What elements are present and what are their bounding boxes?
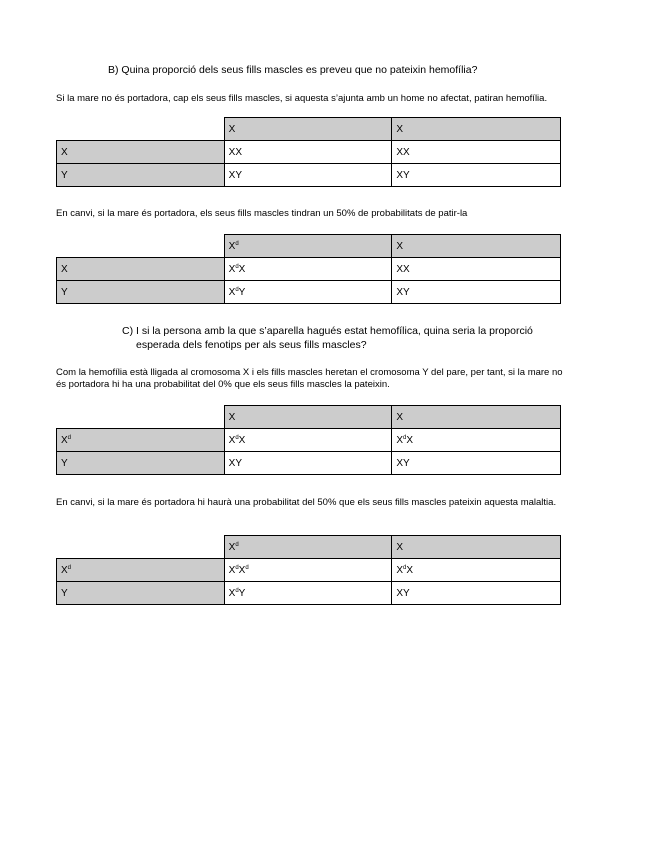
genotype-base: XY xyxy=(396,587,410,599)
table-header-row xyxy=(57,406,561,429)
punnett-table-4 xyxy=(56,535,561,605)
genotype-base: X xyxy=(61,434,68,446)
genotype-cell xyxy=(392,452,561,475)
row-allele-cell xyxy=(57,281,225,304)
empty-corner-cell xyxy=(57,235,225,258)
genotype-cell xyxy=(224,141,392,164)
genotype-cell xyxy=(392,258,561,281)
paragraph-c1: Com la hemofília està lligada al cromosoma X i els fills mascles heretan el cromosoma Y del pare, per tant, si la mare no és portadora hi ha una probabilitat del 0% que els seus fills mascles la pateixin. xyxy=(56,367,563,390)
header-allele-cell xyxy=(224,536,392,559)
genotype-cell xyxy=(224,164,392,187)
question-b: B) Quina proporció dels seus fills mascles es preveu que no pateixin hemofília? xyxy=(108,64,478,76)
genotype-base: X xyxy=(228,587,236,599)
genotype-base: X xyxy=(396,411,403,423)
empty-corner-cell xyxy=(57,118,225,141)
genotype-base: X xyxy=(396,564,403,576)
genotype-base: Y xyxy=(61,169,68,181)
row-allele-cell xyxy=(57,164,225,187)
genotype-base: X xyxy=(228,411,236,423)
table-row xyxy=(57,452,561,475)
genotype-base: XX xyxy=(228,146,242,158)
genotype-base: Y xyxy=(61,286,68,298)
genotype-cell xyxy=(224,452,392,475)
paragraph-b1: Si la mare no és portadora, cap els seus fills mascles, si aquesta s’ajunta amb un home no afectat, patiran hemofília. xyxy=(56,93,548,104)
header-allele-cell xyxy=(392,118,561,141)
genotype-base: XY xyxy=(396,286,410,298)
genotype-tail: X xyxy=(406,564,413,576)
genotype-base: X xyxy=(396,123,403,135)
genotype-base: XY xyxy=(396,169,410,181)
empty-corner-cell xyxy=(57,406,225,429)
genotype-base: X xyxy=(396,240,403,252)
row-allele-cell xyxy=(57,559,225,582)
genotype-base: X xyxy=(396,434,403,446)
row-allele-cell xyxy=(57,452,225,475)
table-row xyxy=(57,164,561,187)
row-allele-cell xyxy=(57,258,225,281)
genotype-base: X xyxy=(228,263,236,275)
genotype-base: X xyxy=(228,286,236,298)
empty-corner-cell xyxy=(57,536,225,559)
table-row xyxy=(57,559,561,582)
genotype-cell xyxy=(392,164,561,187)
punnett-table-3 xyxy=(56,405,561,475)
genotype-base: XX xyxy=(396,263,410,275)
table-row xyxy=(57,141,561,164)
allele-superscript: d xyxy=(67,434,72,441)
genotype-cell xyxy=(224,559,392,582)
genotype-base: X xyxy=(61,263,68,275)
punnett-table-2 xyxy=(56,234,561,304)
genotype-base: X xyxy=(228,123,236,135)
allele-superscript: d xyxy=(235,263,239,270)
genotype-cell xyxy=(392,281,561,304)
genotype-base: XY xyxy=(228,457,242,469)
genotype-cell xyxy=(224,281,392,304)
allele-superscript: d xyxy=(235,564,239,571)
allele-superscript: d xyxy=(235,541,239,548)
genotype-cell xyxy=(224,582,392,605)
header-allele-cell xyxy=(224,406,392,429)
table-row xyxy=(57,258,561,281)
genotype-cell xyxy=(392,559,561,582)
table-row xyxy=(57,429,561,452)
genotype-base: X xyxy=(61,564,68,576)
genotype-base: XY xyxy=(396,457,410,469)
genotype-tail: Y xyxy=(238,587,246,599)
header-allele-cell xyxy=(392,536,561,559)
genotype-base: X xyxy=(396,541,403,553)
genotype-base: X xyxy=(228,564,236,576)
genotype-base: X xyxy=(228,541,236,553)
allele-superscript: d xyxy=(402,564,407,571)
genotype-base: X xyxy=(228,240,236,252)
allele-superscript: d xyxy=(235,240,239,247)
table-header-row xyxy=(57,235,561,258)
question-c: C) I si la persona amb la que s’aparella hagués estat hemofílica, quina seria la proporció esperada dels fenotips per als seus fills mascles? xyxy=(122,325,533,351)
genotype-tail: Y xyxy=(238,286,246,298)
row-allele-cell xyxy=(57,141,225,164)
genotype-cell xyxy=(392,141,561,164)
genotype-tail: X xyxy=(406,434,414,446)
genotype-cell xyxy=(224,429,392,452)
genotype-tail: X xyxy=(238,434,246,446)
genotype-base: Y xyxy=(61,587,68,599)
paragraph-c2: En canvi, si la mare és portadora hi haurà una probabilitat del 50% que els seus fills mascles pateixin aquesta malaltia. xyxy=(56,497,557,508)
table-header-row xyxy=(57,118,561,141)
table-row xyxy=(57,281,561,304)
genotype-base: XX xyxy=(396,146,410,158)
allele-superscript: d xyxy=(245,564,249,571)
genotype-base: X xyxy=(228,434,236,446)
genotype-cell xyxy=(392,582,561,605)
header-allele-cell xyxy=(392,406,561,429)
header-allele-cell xyxy=(224,235,392,258)
punnett-table-1 xyxy=(56,117,561,187)
allele-superscript: d xyxy=(403,434,407,441)
genotype-cell xyxy=(392,429,561,452)
genotype-base: XY xyxy=(228,169,242,181)
allele-superscript: d xyxy=(235,286,239,293)
row-allele-cell xyxy=(57,582,225,605)
genotype-tail: X xyxy=(238,263,246,275)
header-allele-cell xyxy=(224,118,392,141)
table-row xyxy=(57,582,561,605)
genotype-cell xyxy=(224,258,392,281)
row-allele-cell xyxy=(57,429,225,452)
table-header-row xyxy=(57,536,561,559)
allele-superscript: d xyxy=(235,587,239,594)
genotype-tail: X xyxy=(238,564,246,576)
genotype-base: Y xyxy=(61,457,68,469)
paragraph-b2: En canvi, si la mare és portadora, els seus fills mascles tindran un 50% de probabilitats de patir-la xyxy=(56,208,468,219)
allele-superscript: d xyxy=(235,434,239,441)
header-allele-cell xyxy=(392,235,561,258)
genotype-base: X xyxy=(61,146,68,158)
allele-superscript: d xyxy=(67,564,72,571)
